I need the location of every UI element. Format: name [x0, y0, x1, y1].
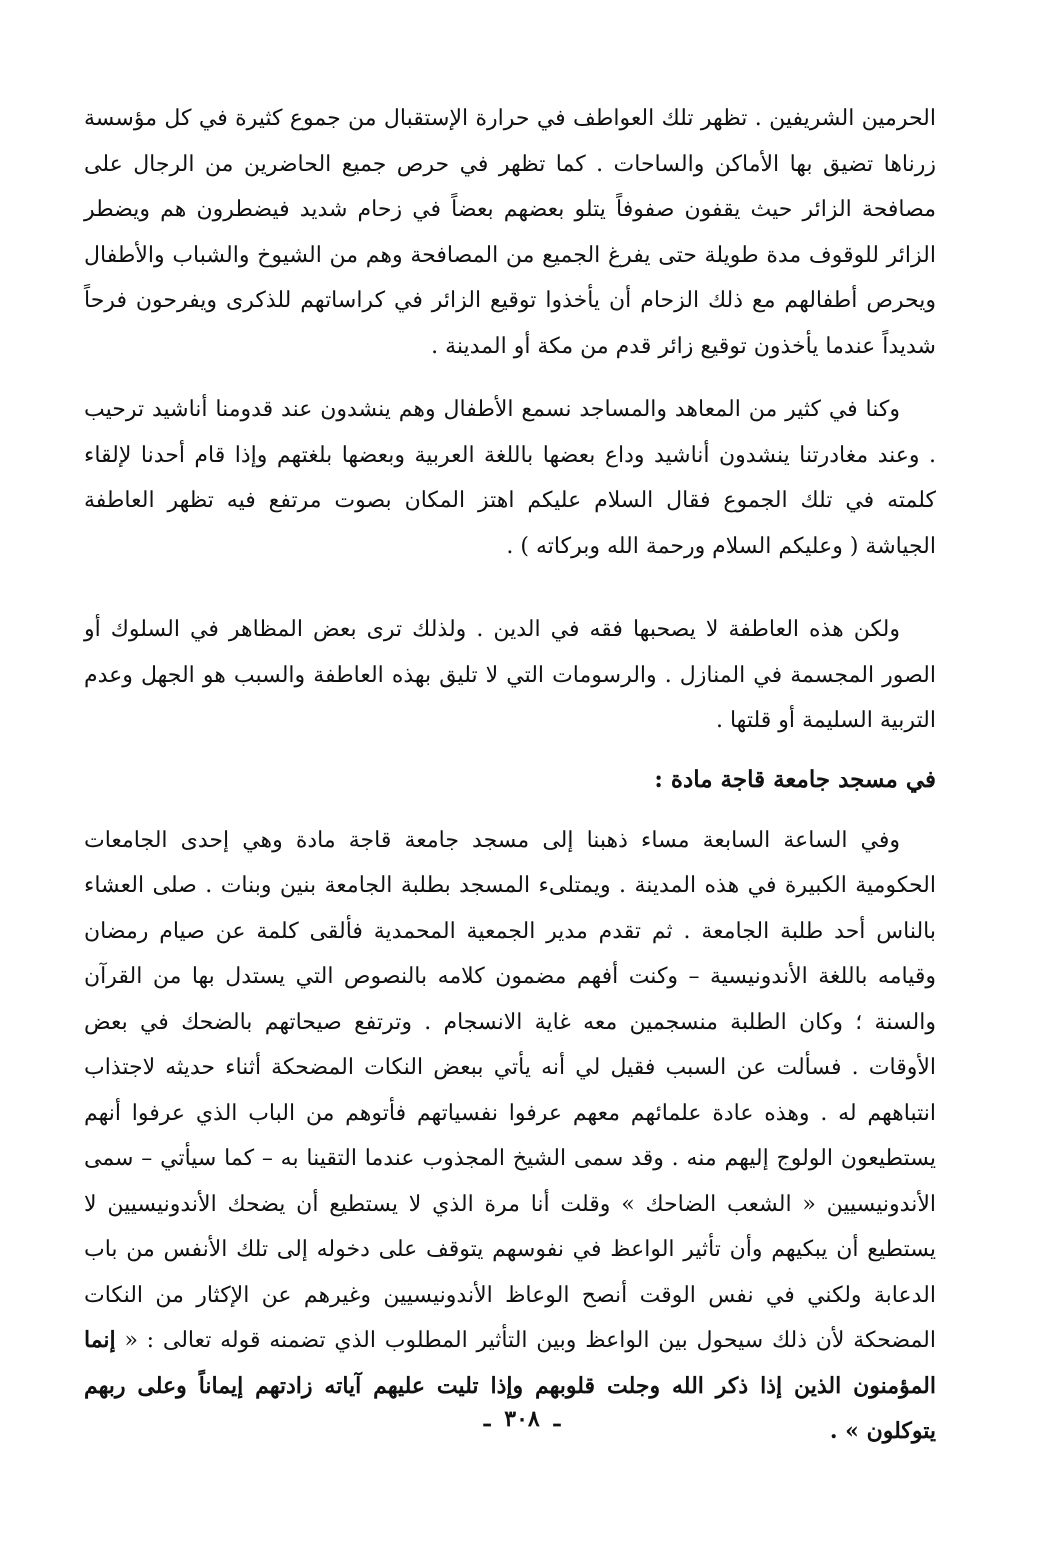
- quran-quote: إنما المؤمنون الذين إذا ذكر الله وجلت قلوبهم وإذا تليت عليهم آياته زادتهم إيماناً وعلى ربهم يتوكلون: [84, 1327, 936, 1444]
- paragraph-3: ولكن هذه العاطفة لا يصحبها فقه في الدين . ولذلك ترى بعض المظاهر في السلوك أو الصور المجسمة في المنازل . والرسومات التي لا تليق بهذه العاطفة والسبب هو الجهل وعدم التربية السليمة أو قلتها .: [84, 617, 936, 733]
- paragraph-1: الحرمين الشريفين . تظهر تلك العواطف في حرارة الإستقبال من جموع كثيرة في كل مؤسسة زرناها تضيق بها الأماكن والساحات . كما تظهر في حرص جميع الحاضرين من الرجال على مصافحة الزائر حيث يقفون صفوفاً يتلو بعضهم بعضاً في زحام شديد فيضطرون هم ويضطر الزائر للوقوف مدة طويلة حتى يفرغ الجميع من المصافحة وهم من الشيوخ والشباب والأطفال ويحرص أطفالهم مع ذلك الزحام أن يأخذوا توقيع الزائر في كراساتهم للذكرى ويفرحون فرحاً شديداً عندما يأخذون توقيع زائر قدم من مكة أو المدينة .: [84, 106, 936, 359]
- section-heading: في مسجد جامعة قاجة مادة :: [654, 765, 936, 793]
- section-paragraph-text: وفي الساعة السابعة مساء ذهبنا إلى مسجد جامعة قاجة مادة وهي إحدى الجامعات الحكومية الكبيرة في هذه المدينة . ويمتلىء المسجد بطلبة الجامعة بنين وبنات . صلى العشاء بالناس أحد طلبة الجامعة . ثم تقدم مدير الجمعية المحمدية فألقى كلمة عن صيام رمضان وقيامه باللغة الأندونيسية – وكنت أفهم مضمون كلامه بالنصوص التي يستدل بها من القرآن والسنة ؛ وكان الطلبة منسجمين معه غاية الانسجام . وترتفع صيحاتهم بالضحك في بعض الأوقات . فسألت عن السبب فقيل لي أنه يأتي ببعض النكات المضحكة أثناء حديثه لاجتذاب انتباههم له . وهذه عادة علمائهم معهم عرفوا نفسياتهم فأتوهم من الباب الذي عرفوا أنهم يستطيعون الولوج إليهم منه . وقد سمى الشيخ المجذوب عندما التقينا به – كما سيأتي – سمى الأندونيسيين « الشعب الضاحك » وقلت أنا مرة الذي لا يستطيع أن يضحك الأندونيسيين لا يستطيع أن يبكيهم وأن تأثير الواعظ في نفوسهم يتوقف على دخوله إلى تلك الأنفس من باب الدعابة ولكني في نفس الوقت أنصح الوعاظ الأندونيسيين وغيرهم عن الإكثار من النكات المضحكة لأن ذلك سيحول بين الواعظ وبين التأثير المطلوب الذي تضمنه قوله تعالى : «: [84, 827, 936, 1353]
- body-text: [84, 96, 936, 1455]
- page-number-value: ٣٠٨: [504, 1406, 540, 1432]
- page-number-dash-right: ـ: [553, 1406, 561, 1432]
- quote-end: » .: [829, 1418, 867, 1444]
- page-number-dash-left: ـ: [483, 1406, 491, 1432]
- page-number: [0, 1406, 1044, 1432]
- paragraph-2: وكنا في كثير من المعاهد والمساجد نسمع الأطفال وهم ينشدون عند قدومنا أناشيد ترحيب . وعند مغادرتنا ينشدون أناشيد وداع بعضها باللغة العربية وبعضها بلغتهم وإذا قام أحدنا لإلقاء كلمته في تلك الجموع فقال السلام عليكم اهتز المكان بصوت مرتفع فيه تظهر العاطفة الجياشة ( وعليكم السلام ورحمة الله وبركاته ) .: [84, 397, 936, 559]
- section-paragraph: [84, 818, 936, 1455]
